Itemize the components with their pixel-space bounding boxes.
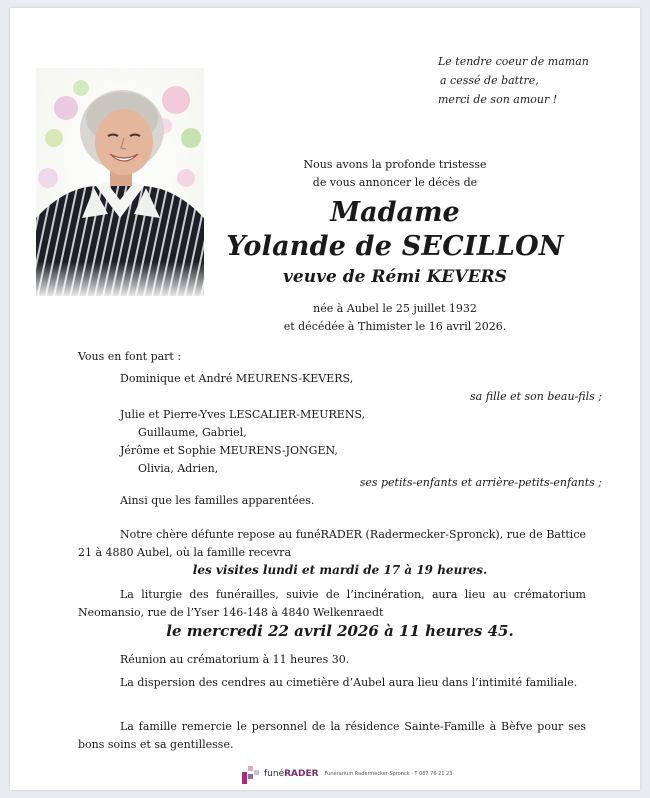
family-line: Julie et Pierre-Yves LESCALIER-MEURENS, <box>120 408 366 421</box>
ceremony-date: le mercredi 22 avril 2026 à 11 heures 45. <box>166 622 514 640</box>
family-role: sa fille et son beau-fils ; <box>470 390 602 403</box>
poem <box>438 52 648 109</box>
family-heading: Vous en font part : <box>78 350 182 363</box>
family-line: Ainsi que les familles apparentées. <box>120 494 315 507</box>
widow-of: veuve de Rémi KEVERS <box>283 267 507 287</box>
logo-mark-icon <box>242 764 260 784</box>
poem-line: a cessé de battre, <box>440 74 539 87</box>
poem-line: Le tendre coeur de maman <box>438 55 589 68</box>
visits-paragraph: Notre chère défunte repose au funéRADER (Radermecker-Spronck), rue de Battice 21 à 4880 Aubel, où la famille recevra <box>78 528 586 559</box>
intro-line: de vous annoncer le décès de <box>312 176 478 189</box>
family-line: Jérôme et Sophie MEURENS-JONGEN, <box>120 444 338 457</box>
meeting-line: Réunion au crématorium à 11 heures 30. <box>120 653 350 666</box>
deceased-title: Madame <box>330 197 460 228</box>
portrait-photo <box>36 68 204 296</box>
birth-line: née à Aubel le 25 juillet 1932 <box>313 302 477 315</box>
birth-death-dates <box>245 300 545 336</box>
brand-name-bold: RADER <box>284 769 319 779</box>
ceremony-paragraph: La liturgie des funérailles, suivie de l’incinération, aura lieu au crématorium Neomansio, rue de l’Yser 146-148 à 4840 Welkenraedt <box>78 588 586 619</box>
intro-line: Nous avons la profonde tristesse <box>303 158 487 171</box>
announcement-intro <box>260 156 530 192</box>
obituary-card <box>10 8 640 790</box>
family-role: ses petits-enfants et arrière-petits-enfants ; <box>359 476 602 489</box>
family-line: Olivia, Adrien, <box>138 462 219 475</box>
brand-name <box>264 769 319 779</box>
family-line: Dominique et André MEURENS-KEVERS, <box>120 372 354 385</box>
funeral-home-logo <box>242 762 452 786</box>
poem-line: merci de son amour ! <box>438 93 558 106</box>
dispersion-paragraph: La dispersion des cendres au cimetière d’Aubel aura lieu dans l’intimité familiale. <box>120 676 578 689</box>
thanks-paragraph: La famille remercie le personnel de la résidence Sainte-Famille à Bèfve pour ses bons soins et sa gentillesse. <box>78 720 586 751</box>
death-line: et décédée à Thimister le 16 avril 2026. <box>283 320 507 333</box>
brand-details: Funérarium Radermecker-Spronck · T 087 76 21 23 <box>324 771 453 777</box>
brand-prefix: funé <box>264 769 285 779</box>
deceased-name: Yolande de SECILLON <box>226 231 564 262</box>
visits-hours: les visites lundi et mardi de 17 à 19 heures. <box>192 563 488 577</box>
family-line: Guillaume, Gabriel, <box>138 426 247 439</box>
